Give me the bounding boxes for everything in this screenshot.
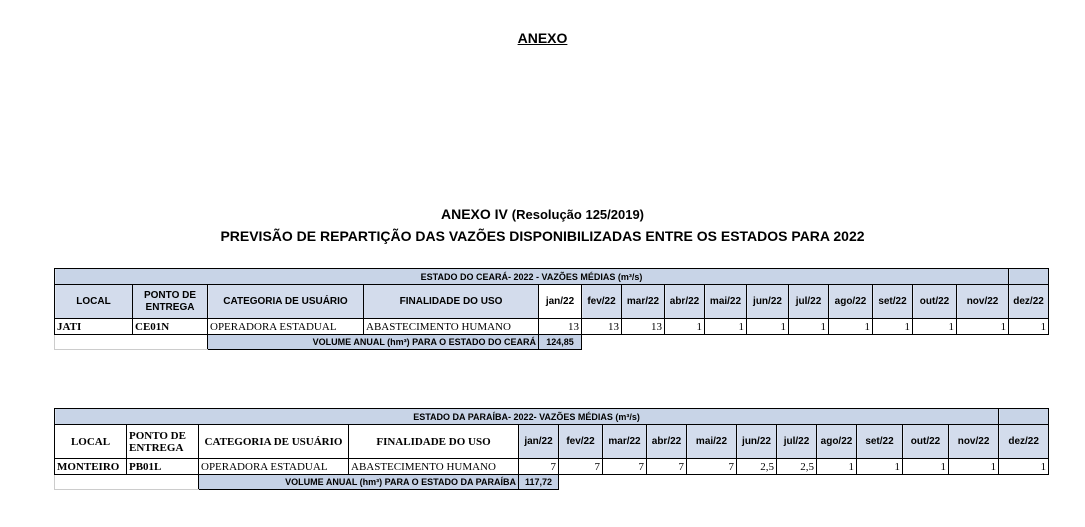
paraiba-month-jan: jan/22 (519, 425, 559, 459)
ceara-header-ponto: PONTO DE ENTREGA (133, 285, 208, 319)
paraiba-month-mai: mai/22 (687, 425, 737, 459)
paraiba-value-ago: 1 (817, 459, 857, 475)
paraiba-banner: ESTADO DA PARAÍBA- 2022- VAZÕES MÉDIAS (m³/s) (55, 409, 999, 425)
paraiba-value-dez: 1 (999, 459, 1049, 475)
ceara-month-set: set/22 (873, 285, 913, 319)
paraiba-volume-empty (559, 475, 1049, 490)
ceara-row-finalidade: ABASTECIMENTO HUMANO (364, 319, 539, 335)
annex-heading-sub: (Resolução 125/2019) (511, 207, 645, 222)
ceara-value-abr: 1 (665, 319, 705, 335)
ceara-month-nov: nov/22 (957, 285, 1009, 319)
ceara-value-out: 1 (913, 319, 957, 335)
ceara-value-set: 1 (873, 319, 913, 335)
paraiba-value-out: 1 (903, 459, 949, 475)
paraiba-row-finalidade: ABASTECIMENTO HUMANO (349, 459, 519, 475)
paraiba-value-jan: 7 (519, 459, 559, 475)
ceara-header-local: LOCAL (55, 285, 133, 319)
ceara-header-categoria: CATEGORIA DE USUÁRIO (208, 285, 364, 319)
paraiba-month-dez: dez/22 (999, 425, 1049, 459)
paraiba-row-local: MONTEIRO (55, 459, 127, 475)
ceara-banner-end (1009, 269, 1049, 285)
anexo-title: ANEXO (517, 30, 568, 46)
paraiba-header-local: LOCAL (55, 425, 127, 459)
paraiba-month-set: set/22 (857, 425, 903, 459)
paraiba-month-jun: jun/22 (737, 425, 777, 459)
ceara-header-finalidade: FINALIDADE DO USO (364, 285, 539, 319)
ceara-row-categoria: OPERADORA ESTADUAL (208, 319, 364, 335)
paraiba-value-set: 1 (857, 459, 903, 475)
ceara-value-ago: 1 (829, 319, 873, 335)
ceara-row-ponto: CE01N (133, 319, 208, 335)
paraiba-volume-value: 117,72 (519, 475, 559, 490)
paraiba-value-mar: 7 (603, 459, 647, 475)
ceara-month-ago: ago/22 (829, 285, 873, 319)
ceara-value-dez: 1 (1009, 319, 1049, 335)
paraiba-month-mar: mar/22 (603, 425, 647, 459)
paraiba-header-finalidade: FINALIDADE DO USO (349, 425, 519, 459)
paraiba-value-jul: 2,5 (777, 459, 817, 475)
paraiba-row-ponto: PB01L (127, 459, 199, 475)
annex-subtitle: PREVISÃO DE REPARTIÇÃO DAS VAZÕES DISPONIBILIZADAS ENTRE OS ESTADOS PARA 2022 (220, 228, 865, 244)
ceara-row-local: JATI (55, 319, 133, 335)
ceara-month-out: out/22 (913, 285, 957, 319)
ceara-value-mai: 1 (705, 319, 747, 335)
ceara-volume-empty (582, 335, 1049, 350)
ceara-table (54, 268, 1049, 350)
ceara-value-fev: 13 (582, 319, 622, 335)
ceara-value-mar: 13 (622, 319, 665, 335)
ceara-month-dez: dez/22 (1009, 285, 1049, 319)
paraiba-value-fev: 7 (559, 459, 603, 475)
ceara-volume-spacer (55, 335, 208, 350)
ceara-value-jun: 1 (747, 319, 789, 335)
paraiba-month-abr: abr/22 (647, 425, 687, 459)
ceara-month-jul: jul/22 (789, 285, 829, 319)
annex-heading (0, 206, 1085, 222)
paraiba-header-ponto: PONTO DE ENTREGA (127, 425, 199, 459)
paraiba-value-nov: 1 (949, 459, 999, 475)
paraiba-value-mai: 7 (687, 459, 737, 475)
ceara-value-jul: 1 (789, 319, 829, 335)
ceara-month-jan: jan/22 (539, 285, 582, 319)
ceara-value-nov: 1 (957, 319, 1009, 335)
paraiba-volume-label: VOLUME ANUAL (hm³) PARA O ESTADO DA PARAÍBA (199, 475, 519, 490)
paraiba-month-jul: jul/22 (777, 425, 817, 459)
ceara-month-mar: mar/22 (622, 285, 665, 319)
paraiba-banner-end (999, 409, 1049, 425)
paraiba-header-categoria: CATEGORIA DE USUÁRIO (199, 425, 349, 459)
ceara-month-mai: mai/22 (705, 285, 747, 319)
paraiba-month-fev: fev/22 (559, 425, 603, 459)
ceara-banner: ESTADO DO CEARÁ- 2022 - VAZÕES MÉDIAS (m³/s) (55, 269, 1009, 285)
ceara-month-abr: abr/22 (665, 285, 705, 319)
ceara-volume-label: VOLUME ANUAL (hm³) PARA O ESTADO DO CEARÁ (208, 335, 539, 350)
ceara-month-jun: jun/22 (747, 285, 789, 319)
paraiba-month-ago: ago/22 (817, 425, 857, 459)
annex-heading-main: ANEXO IV (440, 206, 508, 222)
ceara-month-fev: fev/22 (582, 285, 622, 319)
paraiba-volume-spacer (55, 475, 199, 490)
ceara-value-jan: 13 (539, 319, 582, 335)
paraiba-row-categoria: OPERADORA ESTADUAL (199, 459, 349, 475)
paraiba-value-abr: 7 (647, 459, 687, 475)
ceara-volume-value: 124,85 (539, 335, 582, 350)
paraiba-month-out: out/22 (903, 425, 949, 459)
paraiba-table (54, 408, 1049, 490)
paraiba-value-jun: 2,5 (737, 459, 777, 475)
paraiba-month-nov: nov/22 (949, 425, 999, 459)
